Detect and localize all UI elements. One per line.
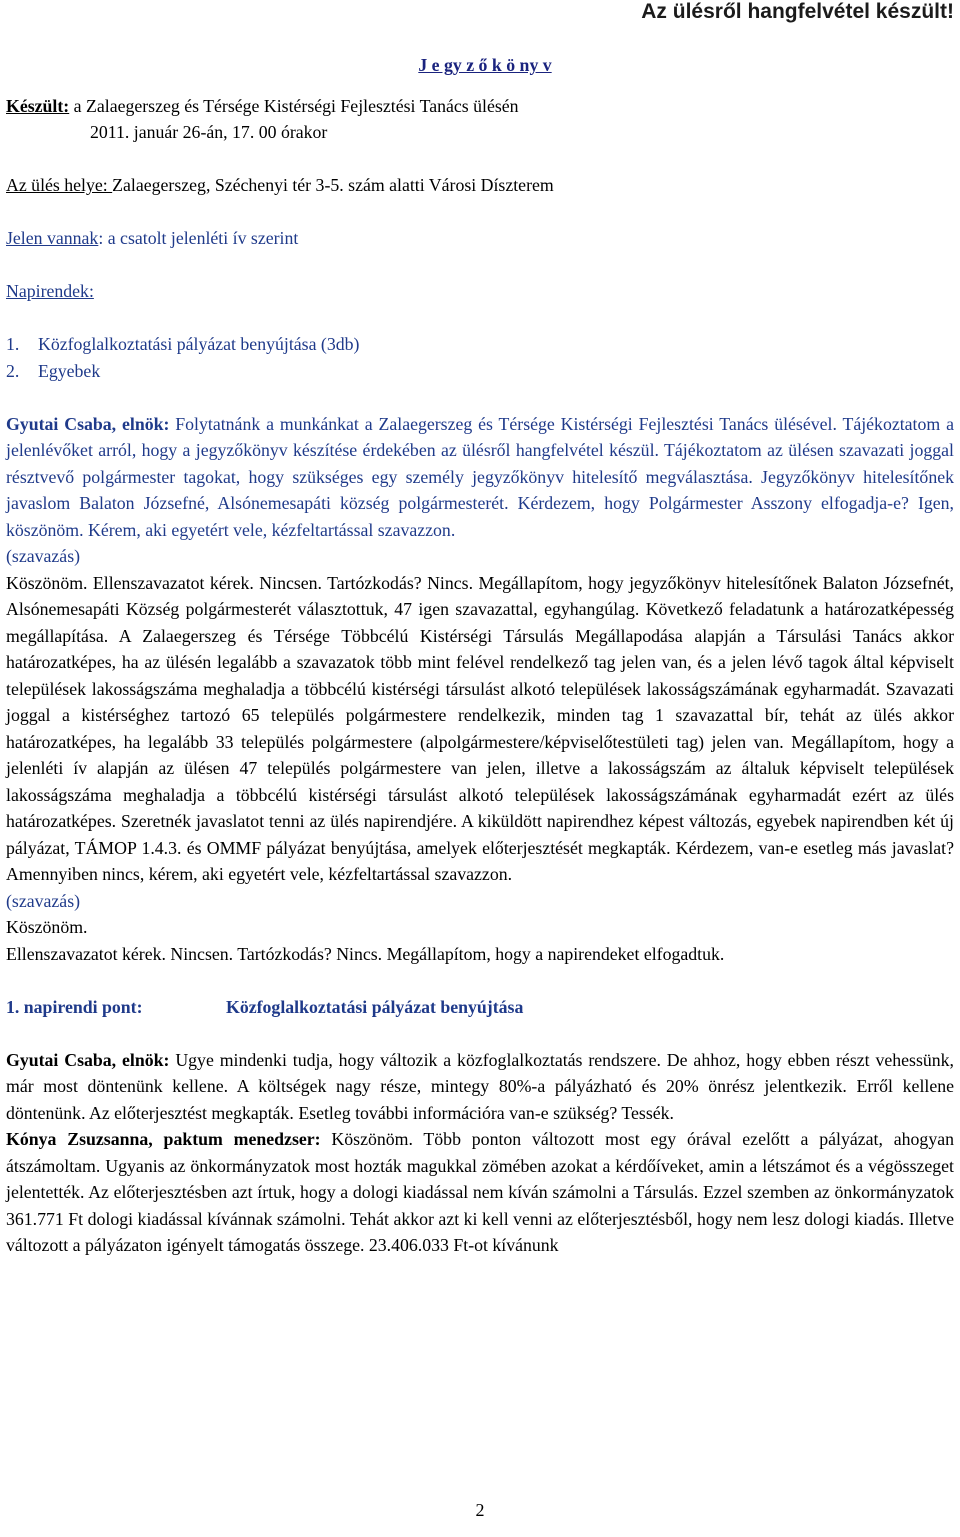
vote-marker: (szavazás) [6,890,81,911]
napirend-label: Napirendek: [6,281,94,301]
jelen-label: Jelen vannak [6,228,99,248]
paragraph-2: Köszönöm. Ellenszavazatot kérek. Nincsen. Tartózkodás? Nincs. Megállapítom, hogy jegyzőkönyv hitelesítőnek Balaton Józsefnét, Alsónemesapáti Község polgármesterét választottuk, 47 igen szavazattal, egyhangúlag. Következő feladatunk a határozatképesség megállapítása. A Zalaegerszeg és Térsége Többcélú Kistérségi Társulás Megállapodása alapján a Társulási Tanács akkor határozatképes, ha az ülésén legalább a szavazatok több mint felével rendelkező tag jelen van, és a jelen lévő tagok által képviselt települések lakosságszáma meghaladja a többcélú kistérségi társulást alkotó települések lakosságszámának egyharmadát. Szavazati joggal a kistérséghez tartozó 65 település polgármestere rendelkezik, minden tag 1 szavazattal bír, tehát az ülés akkor határozatképes, ha legalább 33 település polgármestere (alpolgármestere/képviselőtestületi tag) jelen van. Megállapítom, hogy a jelenléti ív alapján az ülésen 47 település polgármestere van jelen, illetve a lakosságszám az általuk képviselt települések lakosságszáma meghaladja a többcélú kistérségi társulást alkotó települések lakosságszámának egyharmadát ezért az ülés határozatképes. Szeretnék javaslatot tenni az ülés napirendjére. A kiküldött napirendhez képest változás, egyebek napirendben két új pályázat, TÁMOP 1.4.3. és OMMF pályázat benyújtása, amelyek előterjesztését megkapták. Kérdezem, van-e esetleg más javaslat? Amennyiben nincs, kérem, aki egyetért vele, kézfeltartással szavazzon. [6,572,954,884]
paragraph-4 [6,1047,954,1127]
hely-line [6,172,954,199]
paragraph-5 [6,1126,954,1259]
napirend-heading [6,278,954,305]
hely-label: Az ülés helye: [6,175,113,195]
paragraph-text: Folytatnánk a munkánkat a Zalaegerszeg és Térsége Kistérségi Fejlesztési Tanács ülésével. Tájékoztatom a jelenlévőket arról, hogy a jegyzőkönyv készítése érdekében az ülésről hangfelvétel készül. Tájékoztatom az ülésen szavazati joggal résztvevő polgármester tagokat, hogy szükséges egy személy jegyzőkönyv hitelesítő megválasztása. Jegyzőkönyv hitelesítőnek javaslom Balaton Józsefné, Alsónemesapáti község polgármesterét. Kérdezem, hogy Polgármester Asszony elfogadja-e? Igen, köszönöm. Kérem, aki egyetért vele, kézfeltartással szavazzon. [6,413,954,540]
agenda-item-text: Egyebek [38,360,101,381]
keszult-text: a Zalaegerszeg és Térsége Kistérségi Fejlesztési Tanács ülésén [69,95,519,116]
document-title: J e gy z ő k ö ny v [418,55,552,75]
keszult-line [6,93,954,120]
agenda-item [6,358,954,385]
agenda-item-text: Közfoglalkoztatási pályázat benyújtása (3db) [38,334,360,354]
speaker-name: Gyutai Csaba, elnök: [6,1049,170,1070]
vote-marker: (szavazás) [6,546,81,566]
hely-text: Zalaegerszeg, Széchenyi tér 3-5. szám alatti Városi Díszterem [112,175,554,195]
agenda-point-title: Közfoglalkoztatási pályázat benyújtása [226,996,524,1017]
agenda-point-heading [6,994,954,1021]
agenda-point-label: 1. napirendi pont: [6,996,143,1017]
paragraph-text: Köszönöm. Több ponton változott most egy órával ezelőtt a pályázat, ahogyan átszámoltam. Ugyanis az önkormányzatok most hozták magukkal zömében azokat a kérdőíveket, amin a létszámot és a végösszeget jelentették. Az előterjesztésben azt írtuk, hogy a dologi kiadással nem kíván számolni a Társulás. Ezzel szemben az önkormányzatok 361.771 Ft dologi kiadással kívánnak számolni. Tehát akkor azt ki kell venni az előterjesztésből, hogy nem lesz dologi kiadás. Illetve változott a pályázaton igényelt támogatás összege. 23.406.033 Ft-ot kívánunk [6,1129,954,1255]
paragraph-1 [6,411,954,544]
speaker-name: Kónya Zsuzsanna, paktum menedzser: [6,1129,321,1149]
thanks-line: Köszönöm. [6,917,88,937]
keszult-label: Készült: [6,95,70,116]
speaker-name: Gyutai Csaba, elnök: [6,413,170,434]
keszult-date: 2011. január 26-án, 17. 00 órakor [90,122,328,142]
jelen-line [6,225,954,252]
agenda-item-num: 1. [6,334,20,354]
paragraph-3: Ellenszavazatot kérek. Nincsen. Tartózkodás? Nincs. Megállapítom, hogy a napirendeket elfogadtuk. [6,943,725,964]
page-number: 2 [475,1500,485,1520]
paragraph-text: Ugye mindenki tudja, hogy változik a közfoglalkoztatás rendszere. De ahhoz, hogy ebben részt vehessünk, már most döntenünk kellene. A költségek nagy része, mintegy 80%-a pályázható és 20% önrész jelentkezik. Erről kellene döntenünk. Az előterjesztést megkapták. Esetleg további információra van-e szükség? Tessék. [6,1049,954,1123]
jelen-text: : a csatolt jelenléti ív szerint [98,228,299,248]
agenda-item-num: 2. [6,360,20,381]
agenda-item [6,331,954,358]
recording-notice: Az ülésről hangfelvétel készült! [641,0,954,23]
document-content [6,52,954,1259]
